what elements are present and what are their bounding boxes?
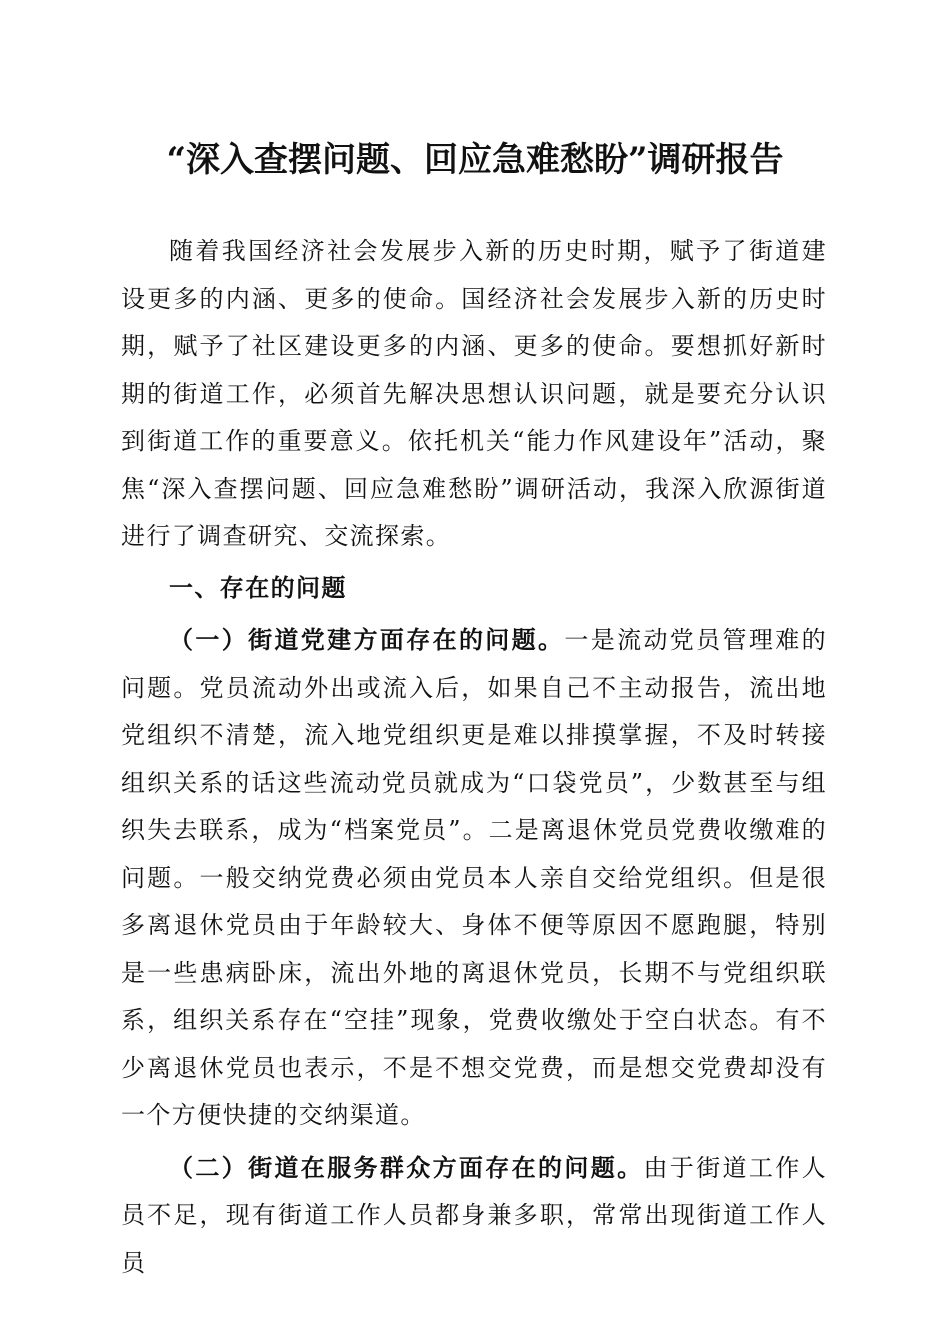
subsection-text-party-building: 一是流动党员管理难的问题。党员流动外出或流入后，如果自己不主动报告，流出地党组织不清楚，流入地党组织更是难以排摸掌握，不及时转接组织关系的话这些流动党员就成为“口袋党员”，少数甚至与组织失去联系，成为“档案党员”。二是离退休党员党费收缴难的问题。一般交纳党费必须由党员本人亲自交给党组织。但是很多离退休党员由于年龄较大、身体不便等原因不愿跑腿，特别是一些患病卧床，流出外地的离退休党员，长期不与党组织联系，组织关系存在“空挂”现象，党费收缴处于空白状态。有不少离退休党员也表示，不是不想交党费，而是想交党费却没有一个方便快捷的交纳渠道。	[121, 626, 827, 1129]
document-title: “深入查摆问题、回应急难愁盼”调研报告	[166, 140, 784, 180]
intro-paragraph: 随着我国经济社会发展步入新的历史时期，赋予了街道建设更多的内涵、更多的使命。国经济社会发展步入新的历史时期，赋予了社区建设更多的内涵、更多的使命。要想抓好新时期的街道工作，必须首先解决思想认识问题，就是要充分认识到街道工作的重要意义。依托机关“能力作风建设年”活动，聚焦“深入查摆问题、回应急难愁盼”调研活动，我深入欣源街道进行了调查研究、交流探索。	[121, 237, 827, 550]
subsection-heading-party-building: （一）街道党建方面存在的问题。	[169, 625, 565, 654]
paragraph-serving-masses	[121, 1144, 827, 1288]
subsection-text-serving-masses: 由于街道工作人员不足，现有街道工作人员都身兼多职，常常出现街道工作人员	[121, 1153, 827, 1277]
paragraph-party-building	[121, 616, 827, 1140]
subsection-heading-serving-masses: （二）街道在服务群众方面存在的问题。	[169, 1152, 644, 1182]
document-body	[121, 228, 827, 1287]
section-heading-problems: 一、存在的问题	[169, 573, 347, 602]
